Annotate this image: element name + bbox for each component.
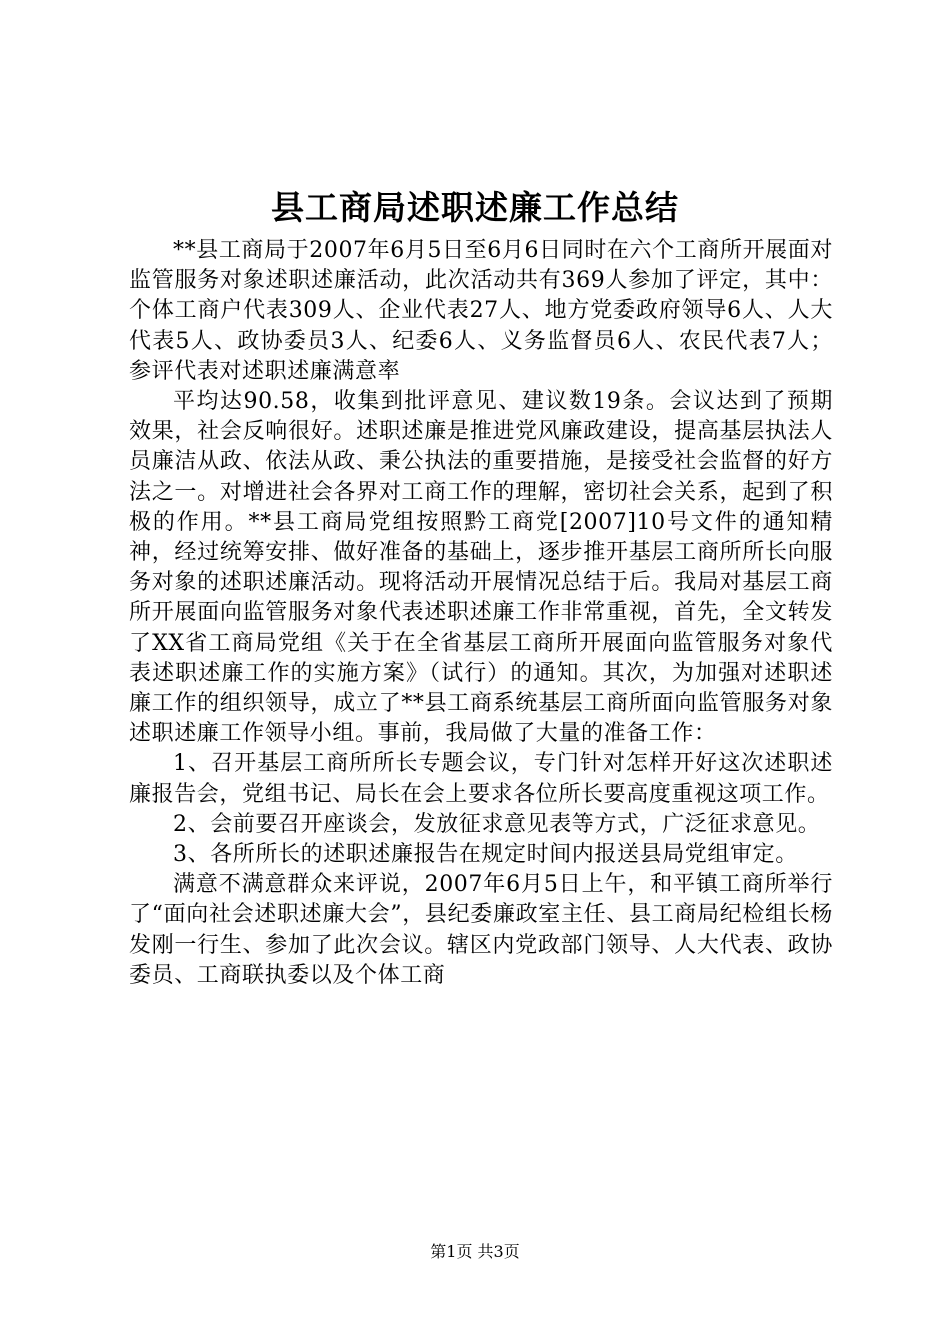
paragraph-1: **县工商局于2007年6月5日至6月6日同时在六个工商所开展面对监管服务对象述职述廉活动，此次活动共有369人参加了评定，其中：个体工商户代表309人、企业代表27人、地方党委政府领导6人、人大代表5人、政协委员3人、纪委6人、义务监督员6人、农民代表7人；参评代表对述职述廉满意率: [129, 238, 833, 384]
paragraph-2: 平均达90.58，收集到批评意见、建议数19条。会议达到了预期效果，社会反响很好。述职述廉是推进党风廉政建设，提高基层执法人员廉洁从政、依法从政、秉公执法的重要措施，是接受社会监督的好方法之一。对增进社会各界对工商工作的理解，密切社会关系，起到了积极的作用。**县工商局党组按照黔工商党[2007]10号文件的通知精神，经过统筹安排、做好准备的基础上，逐步推开基层工商所所长向服务对象的述职述廉活动。现将活动开展情况总结于后。我局对基层工商所开展面向监管服务对象代表述职述廉工作非常重视，首先，全文转发了XX省工商局党组《关于在全省基层工商所开展面向监管服务对象代表述职述廉工作的实施方案》（试行）的通知。其次，为加强对述职述廉工作的组织领导，成立了**县工商系统基层工商所面向监管服务对象述职述廉工作领导小组。事前，我局做了大量的准备工作：: [129, 389, 833, 747]
paragraph-3: 1、召开基层工商所所长专题会议，专门针对怎样开好这次述职述廉报告会，党组书记、局长在会上要求各位所长要高度重视这项工作。: [129, 751, 833, 807]
page-number-footer: 第1页 共3页: [430, 1242, 520, 1261]
document-title: 县工商局述职述廉工作总结: [271, 188, 679, 227]
paragraph-4: 2、会前要召开座谈会，发放征求意见表等方式，广泛征求意见。: [173, 811, 821, 837]
paragraph-6: 满意不满意群众来评说，2007年6月5日上午，和平镇工商所举行了“面向社会述职述廉大会”，县纪委廉政室主任、县工商局纪检组长杨发刚一行生、参加了此次会议。辖区内党政部门领导、人大代表、政协委员、工商联执委以及个体工商: [129, 872, 833, 988]
document-body: [129, 236, 833, 991]
paragraph-5: 3、各所所长的述职述廉报告在规定时间内报送县局党组审定。: [173, 842, 798, 868]
